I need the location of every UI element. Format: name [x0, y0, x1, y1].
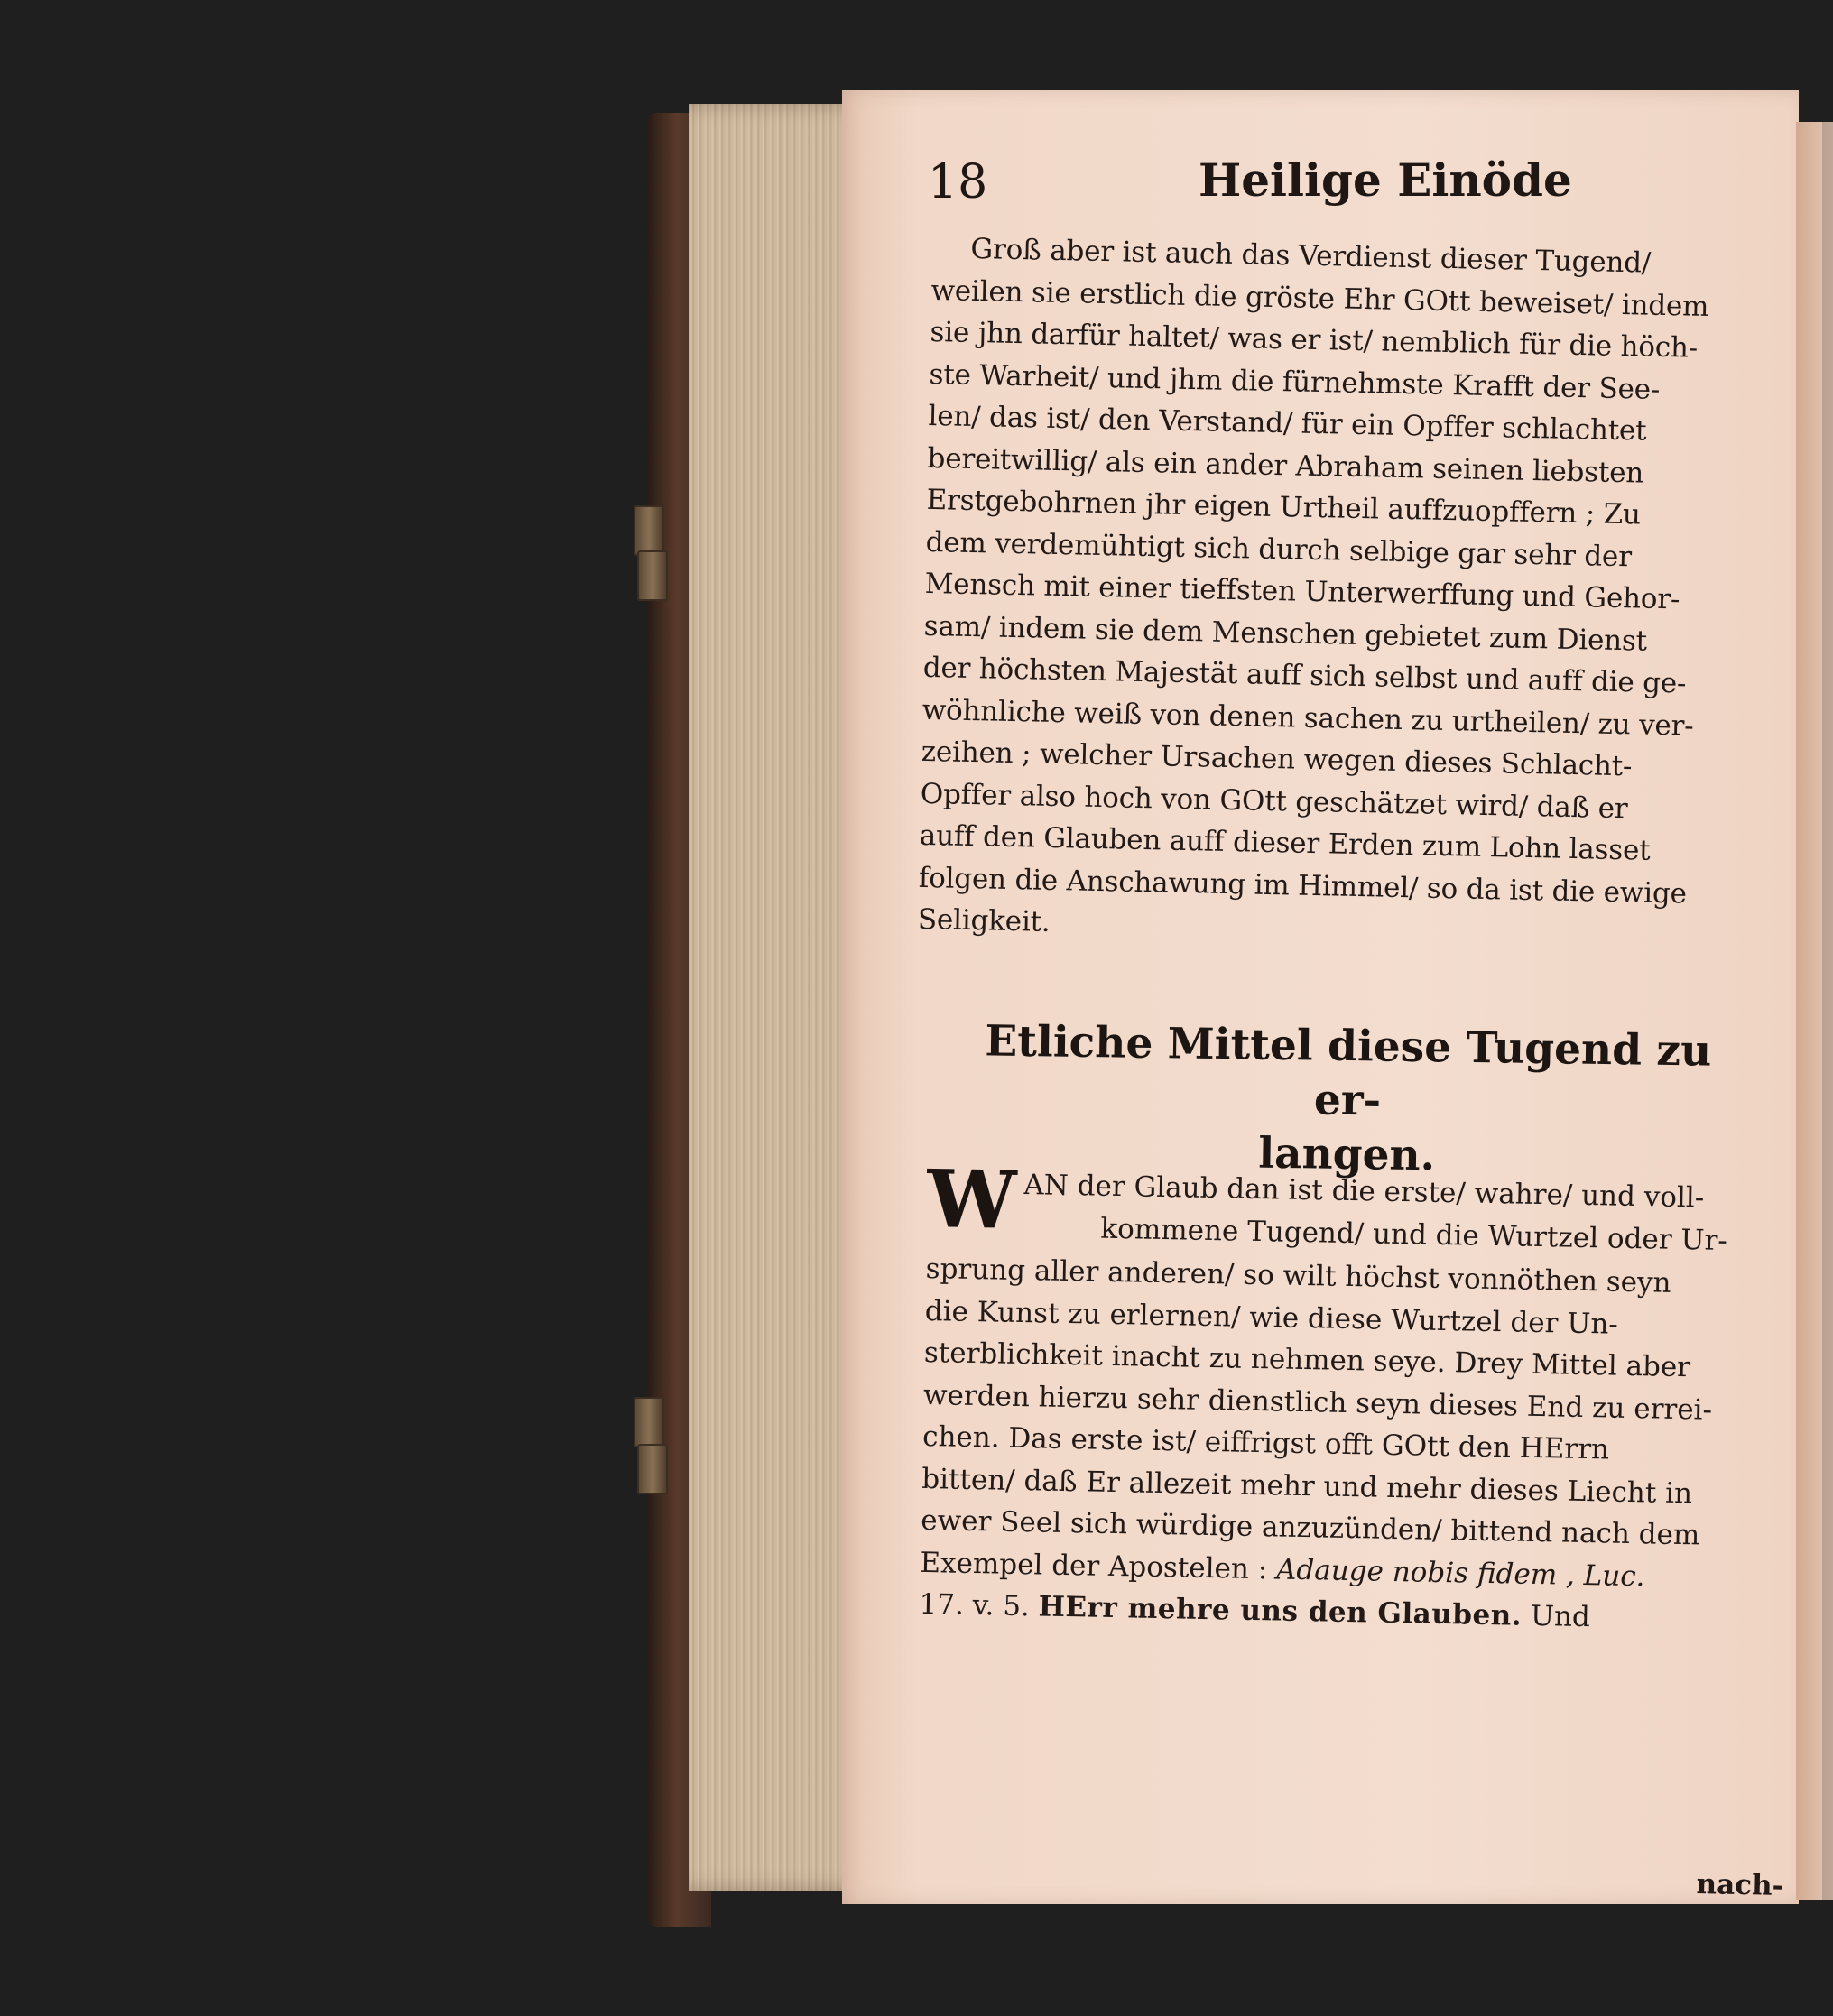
- paragraph-line: weilen sie erstlich die gröste Ehr GOtt beweiset/ indem: [930, 273, 1709, 323]
- paragraph-line: Seligkeit.: [917, 902, 1051, 939]
- paragraph-line: sam/ indem sie dem Menschen gebietet zum Dienst: [923, 609, 1648, 658]
- section-line: ewer Seel sich würdige anzuzünden/ bittend nach dem: [921, 1503, 1700, 1552]
- paragraph-line: dem verdemühtigt sich durch selbige gar sehr der: [925, 525, 1633, 573]
- section-line: AN der Glaub dan ist die erste/ wahre/ und voll-: [1023, 1169, 1705, 1215]
- scripture-reference: 17. v. 5.: [919, 1587, 1031, 1623]
- section-heading: [977, 1014, 1718, 1187]
- clasp-top-2-icon: [637, 550, 668, 601]
- paragraph-line: Opffer also hoch von GOtt geschätzet wird/ daß er: [920, 777, 1628, 825]
- section-line: die Kunst zu erlernen/ wie diese Wurtzel der Un-: [924, 1294, 1619, 1341]
- paragraph-line: auff den Glauben auff dieser Erden zum Lohn lasset: [919, 818, 1651, 867]
- clasp-bottom-icon: [634, 1397, 664, 1447]
- paragraph-line: Groß aber ist auch das Verdienst dieser Tugend/: [970, 232, 1652, 280]
- dropcap-letter: W: [926, 1151, 1018, 1247]
- page-number: 18: [928, 155, 988, 209]
- section-line: bitten/ daß Er allezeit mehr und mehr dieses Liecht in: [921, 1462, 1693, 1510]
- section-line: sterblichkeit inacht zu nehmen seye. Drey Mittel aber: [923, 1336, 1691, 1384]
- open-book: [648, 90, 1833, 1926]
- paragraph-line: folgen die Anschawung im Himmel/ so da ist die ewige: [918, 861, 1688, 911]
- paragraph-line: sie jhn darfür haltet/ was er ist/ nemblich für die höch-: [930, 315, 1699, 365]
- catchword: nach-: [1696, 1868, 1784, 1903]
- section-line-text: Exempel der Apostelen :: [920, 1546, 1268, 1586]
- paragraph-1: [917, 227, 1748, 957]
- paragraph-line: Mensch mit einer tieffsten Unterwerffung und Gehor-: [924, 567, 1680, 616]
- running-head: Heilige Einöde: [1199, 153, 1572, 207]
- section-line-end: Und: [1530, 1599, 1591, 1634]
- latin-quote: Adauge nobis fidem: [1275, 1552, 1558, 1591]
- paragraph-line: bereitwillig/ als ein ander Abraham seinen liebsten: [927, 441, 1644, 490]
- section-heading-line: Etliche Mittel diese Tugend zu er-: [985, 1016, 1712, 1126]
- clasp-bottom-2-icon: [637, 1444, 668, 1494]
- section-line: werden hierzu sehr dienstlich seyn dieses End zu errei-: [922, 1378, 1713, 1427]
- paragraph-line: wöhnliche weiß von denen sachen zu urtheilen/ zu ver-: [921, 693, 1694, 743]
- section-line: chen. Das erste ist/ eiffrigst offt GOtt den HErrn: [921, 1420, 1610, 1466]
- paragraph-line: ste Warheit/ und jhm die fürnehmste Krafft der See-: [929, 357, 1661, 406]
- section-line: kommene Tugend/ und die Wurtzel oder Ur-: [1100, 1212, 1728, 1257]
- paragraph-line: der höchsten Majestät auff sich selbst und auff die ge-: [922, 651, 1687, 700]
- section-heading-line: langen.: [1257, 1128, 1436, 1181]
- emphasized-translation: HErr mehre uns den Glauben.: [1038, 1590, 1523, 1632]
- paragraph-line: Erstgebohrnen jhr eigen Urtheil auffzuopffern ; Zu: [926, 483, 1642, 532]
- section-line: sprung aller anderen/ so wilt höchst vonnöthen seyn: [925, 1252, 1671, 1299]
- right-page-edge: [1796, 122, 1833, 1900]
- latin-reference: , Luc.: [1565, 1558, 1645, 1593]
- clasp-top-icon: [634, 505, 664, 556]
- left-page: [842, 90, 1799, 1904]
- paragraph-line: zeihen ; welcher Ursachen wegen dieses Schlacht-: [921, 735, 1633, 783]
- paragraph-line: len/ das ist/ den Verstand/ für ein Opffer schlachtet: [928, 399, 1647, 448]
